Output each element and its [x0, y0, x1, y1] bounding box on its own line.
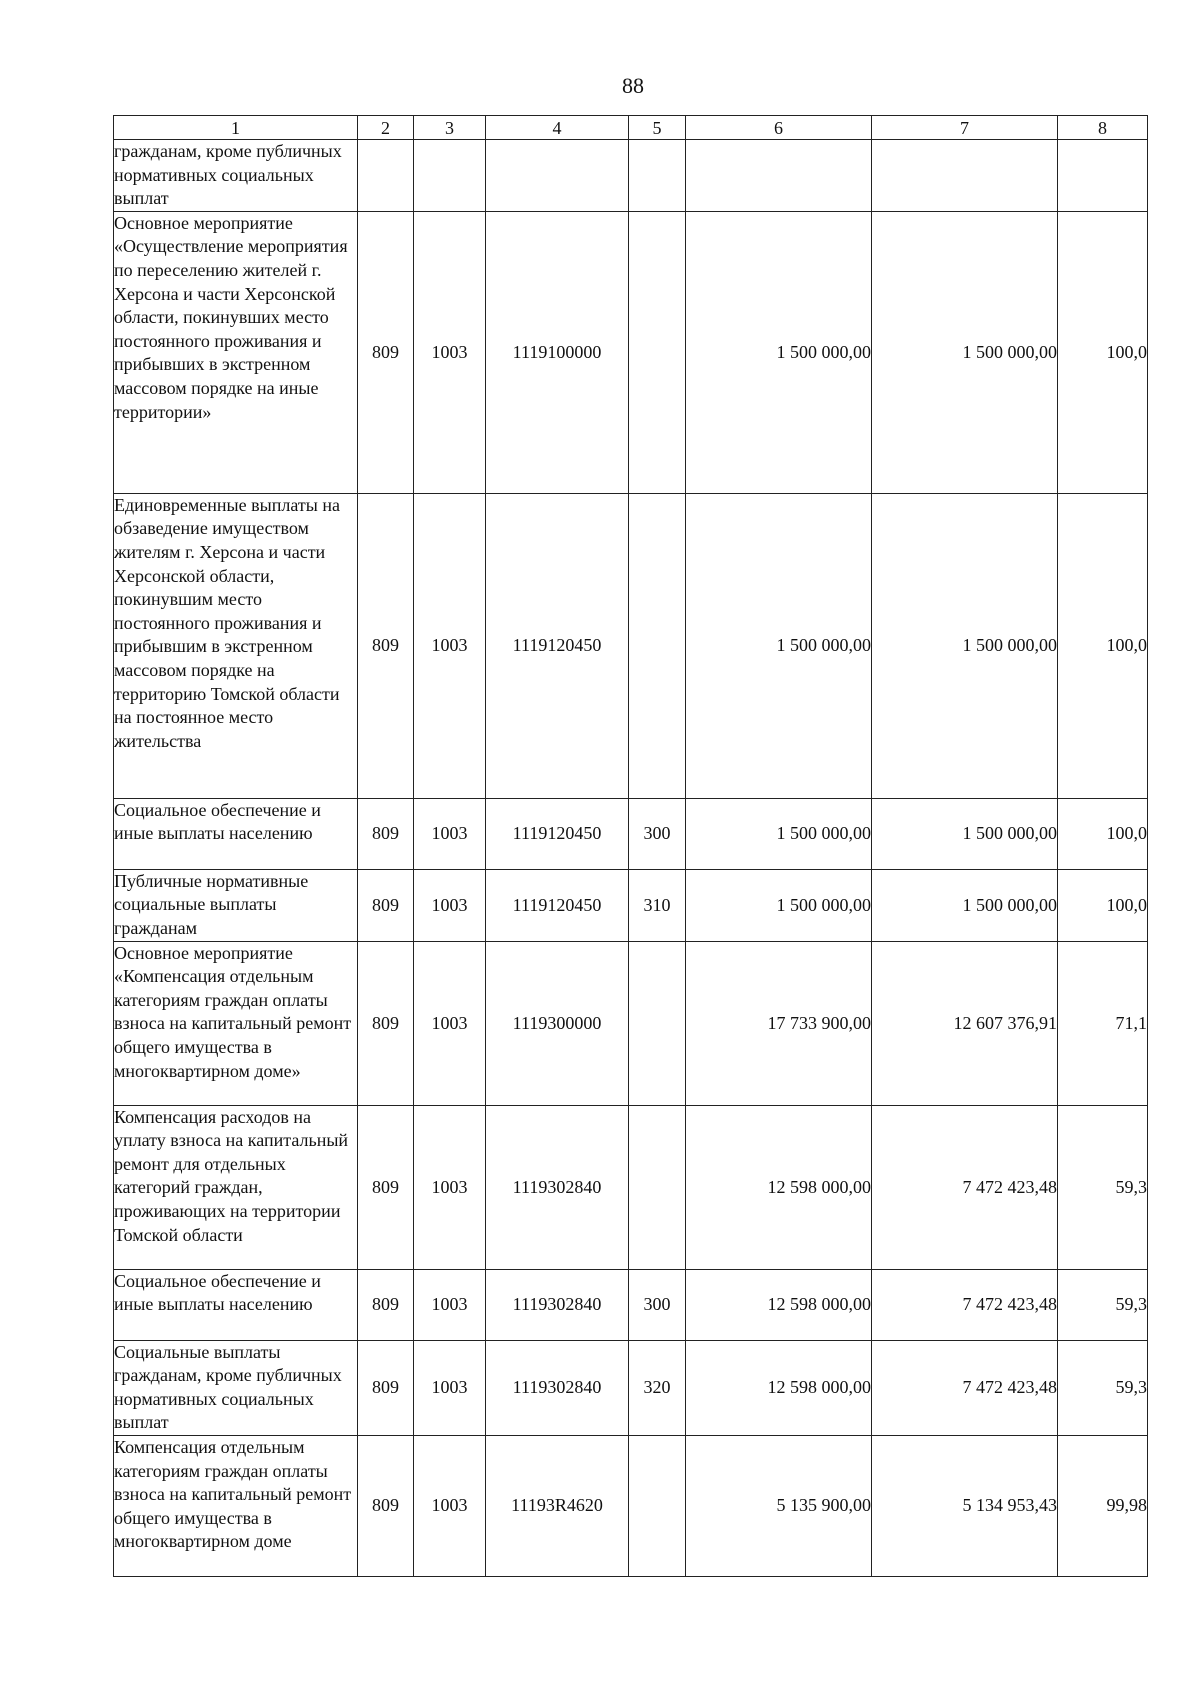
table-row: [114, 1435, 1148, 1576]
row-name: Публичные нормативные социальные выплаты гражданам: [114, 869, 358, 941]
row-col-2: 809: [358, 798, 414, 869]
row-name: Основное мероприятие «Осуществление мероприятия по переселению жителей г. Херсона и части Херсонской области, покинувших место постоянного проживания и прибывших в экстренном массовом порядке на иные территории»: [114, 211, 358, 493]
header-col-5: 5: [629, 116, 686, 140]
row-col-2: [358, 140, 414, 212]
budget-table: [113, 115, 1148, 1577]
row-col-6: 12 598 000,00: [686, 1269, 872, 1340]
row-name: Основное мероприятие «Компенсация отдельным категориям граждан оплаты взноса на капитальный ремонт общего имущества в многоквартирном доме»: [114, 941, 358, 1105]
row-col-6: 1 500 000,00: [686, 869, 872, 941]
row-col-2: 809: [358, 941, 414, 1105]
row-col-5: [629, 1105, 686, 1269]
row-col-5: [629, 941, 686, 1105]
row-name: Компенсация расходов на уплату взноса на капитальный ремонт для отдельных категорий граждан, проживающих на территории Томской области: [114, 1105, 358, 1269]
row-col-8: [1058, 140, 1148, 212]
row-col-3: 1003: [414, 1105, 486, 1269]
row-col-8: 59,3: [1058, 1340, 1148, 1435]
row-col-8: 100,0: [1058, 798, 1148, 869]
row-name: Социальное обеспечение и иные выплаты населению: [114, 798, 358, 869]
row-col-6: 1 500 000,00: [686, 798, 872, 869]
row-col-7: 7 472 423,48: [872, 1340, 1058, 1435]
table-row: [114, 941, 1148, 1105]
row-name: Социальное обеспечение и иные выплаты населению: [114, 1269, 358, 1340]
row-col-4: 1119302840: [486, 1340, 629, 1435]
row-col-5: [629, 211, 686, 493]
row-col-3: 1003: [414, 1435, 486, 1576]
table-row: [114, 493, 1148, 798]
row-col-7: 1 500 000,00: [872, 869, 1058, 941]
row-col-6: 1 500 000,00: [686, 211, 872, 493]
row-col-2: 809: [358, 211, 414, 493]
row-col-2: 809: [358, 1105, 414, 1269]
row-col-8: 71,1: [1058, 941, 1148, 1105]
row-name: Компенсация отдельным категориям граждан оплаты взноса на капитальный ремонт общего имущества в многоквартирном доме: [114, 1435, 358, 1576]
row-col-5: [629, 140, 686, 212]
row-col-4: 11193R4620: [486, 1435, 629, 1576]
row-col-4: 1119302840: [486, 1269, 629, 1340]
header-col-2: 2: [358, 116, 414, 140]
row-name: Единовременные выплаты на обзаведение имуществом жителям г. Херсона и части Херсонской области, покинувшим место постоянного проживания и прибывшим в экстренном массовом порядке на территорию Томской области на постоянное место жительства: [114, 493, 358, 798]
row-col-4: 1119120450: [486, 493, 629, 798]
row-name: Социальные выплаты гражданам, кроме публичных нормативных социальных выплат: [114, 1340, 358, 1435]
header-col-4: 4: [486, 116, 629, 140]
row-col-8: 100,0: [1058, 211, 1148, 493]
row-col-7: 7 472 423,48: [872, 1105, 1058, 1269]
row-col-3: 1003: [414, 1269, 486, 1340]
row-col-2: 809: [358, 493, 414, 798]
row-col-2: 809: [358, 1269, 414, 1340]
header-col-3: 3: [414, 116, 486, 140]
table-row: [114, 1340, 1148, 1435]
row-col-4: 1119302840: [486, 1105, 629, 1269]
row-col-7: 1 500 000,00: [872, 798, 1058, 869]
row-col-8: 59,3: [1058, 1105, 1148, 1269]
header-col-1: 1: [114, 116, 358, 140]
header-col-6: 6: [686, 116, 872, 140]
row-name: гражданам, кроме публичных нормативных социальных выплат: [114, 140, 358, 212]
table-row: [114, 798, 1148, 869]
row-col-6: [686, 140, 872, 212]
row-col-3: 1003: [414, 493, 486, 798]
row-col-6: 12 598 000,00: [686, 1105, 872, 1269]
row-col-4: 1119120450: [486, 869, 629, 941]
row-col-3: 1003: [414, 798, 486, 869]
row-col-3: 1003: [414, 941, 486, 1105]
row-col-5: 320: [629, 1340, 686, 1435]
row-col-2: 809: [358, 1340, 414, 1435]
row-col-3: 1003: [414, 1340, 486, 1435]
row-col-7: 1 500 000,00: [872, 493, 1058, 798]
row-col-5: 310: [629, 869, 686, 941]
row-col-8: 100,0: [1058, 869, 1148, 941]
row-col-4: 1119100000: [486, 211, 629, 493]
row-col-5: [629, 493, 686, 798]
row-col-7: 12 607 376,91: [872, 941, 1058, 1105]
row-col-8: 59,3: [1058, 1269, 1148, 1340]
row-col-5: [629, 1435, 686, 1576]
row-col-7: 1 500 000,00: [872, 211, 1058, 493]
row-col-3: [414, 140, 486, 212]
page-number: 88: [622, 73, 644, 98]
row-col-2: 809: [358, 869, 414, 941]
row-col-4: 1119300000: [486, 941, 629, 1105]
header-col-7: 7: [872, 116, 1058, 140]
row-col-6: 12 598 000,00: [686, 1340, 872, 1435]
row-col-7: 7 472 423,48: [872, 1269, 1058, 1340]
row-col-6: 17 733 900,00: [686, 941, 872, 1105]
row-col-5: 300: [629, 798, 686, 869]
row-col-5: 300: [629, 1269, 686, 1340]
row-col-8: 99,98: [1058, 1435, 1148, 1576]
header-col-8: 8: [1058, 116, 1148, 140]
table-row: [114, 211, 1148, 493]
row-col-6: 1 500 000,00: [686, 493, 872, 798]
row-col-4: [486, 140, 629, 212]
row-col-3: 1003: [414, 869, 486, 941]
row-col-6: 5 135 900,00: [686, 1435, 872, 1576]
row-col-3: 1003: [414, 211, 486, 493]
table-row: [114, 1269, 1148, 1340]
row-col-4: 1119120450: [486, 798, 629, 869]
table-row: [114, 140, 1148, 212]
table-row: [114, 1105, 1148, 1269]
row-col-8: 100,0: [1058, 493, 1148, 798]
row-col-2: 809: [358, 1435, 414, 1576]
header-row: [114, 116, 1148, 140]
row-col-7: [872, 140, 1058, 212]
row-col-7: 5 134 953,43: [872, 1435, 1058, 1576]
table-row: [114, 869, 1148, 941]
